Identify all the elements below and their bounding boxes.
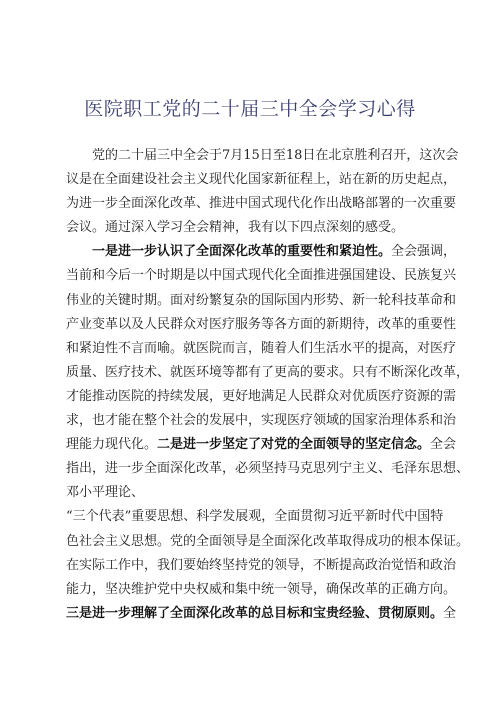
body-text: 求，也才能在整个社会的发展中，实现医疗领域的国家治理体系和治 — [66, 413, 457, 429]
text-line — [66, 337, 457, 361]
bold-heading-text: 一是进一步认识了全面深化改革的重要性和紧迫性。 — [92, 244, 392, 260]
body-text: 理能力现代化。 — [66, 437, 158, 453]
body-text: 能力，坚决维护党中央权威和集中统一领导，确保改革的正确方向。 — [66, 581, 457, 597]
text-line — [66, 264, 457, 288]
document-body — [66, 144, 470, 626]
text-line — [66, 168, 457, 192]
body-text: 全 — [443, 605, 457, 621]
body-text: 党的二十届三中全会于7月15日至18日在北京胜利召开，这次会 — [92, 148, 459, 163]
body-text: 产业变革以及人民群众对医疗服务等各方面的新期待，改革的重要性 — [66, 316, 457, 332]
body-text: 在实际工作中，我们要始终坚持党的领导，不断提高政治觉悟和政治 — [66, 557, 457, 573]
text-line — [66, 602, 457, 626]
body-text: 为进一步全面深化改革、推进中国式现代化作出战略部署的一次重要 — [66, 196, 457, 212]
body-text: 色社会主义思想。党的全面领导是全面深化改革取得成功的根本保证。 — [66, 533, 470, 549]
body-text: “三个代表”重要思想、科学发展观，全面贯彻习近平新时代中国特 — [66, 509, 444, 525]
body-text: 议是在全面建设社会主义现代化国家新征程上，站在新的历史起点， — [66, 172, 457, 188]
text-line — [66, 481, 436, 505]
text-line — [66, 433, 457, 457]
text-line — [66, 313, 457, 337]
body-text: 邓小平理论、 — [66, 485, 145, 501]
body-text: 全会 — [430, 437, 457, 453]
body-text: 指出，进一步全面深化改革，必须坚持马克思列宁主义、毛泽东思想、 — [66, 461, 470, 477]
text-line — [66, 530, 470, 554]
text-line — [66, 192, 457, 216]
body-text: 全会强调， — [391, 244, 457, 260]
text-line — [66, 578, 457, 602]
bold-heading-text: 三是进一步理解了全面深化改革的总目标和宝贵经验、贯彻原则。 — [66, 605, 444, 621]
body-text: 伟业的关键时期。面对纷繁复杂的国际国内形势、新一轮科技革命和 — [66, 292, 457, 308]
text-line — [66, 361, 470, 385]
text-line — [66, 289, 457, 313]
body-text: 会议。通过深入学习全会精神，我有以下四点深刻的感受。 — [66, 220, 405, 236]
text-line — [66, 505, 444, 529]
text-line — [66, 554, 457, 578]
body-text: 才能推动医院的持续发展，更好地满足人民群众对优质医疗资源的需 — [66, 388, 457, 404]
text-line — [66, 385, 457, 409]
text-line — [66, 240, 457, 264]
body-text: 当前和今后一个时期是以中国式现代化全面推进强国建设、民族复兴 — [66, 268, 457, 284]
text-line — [66, 457, 470, 481]
text-line — [66, 144, 459, 168]
body-text: 和紧迫性不言而喻。就医院而言，随着人们生活水平的提高，对医疗 — [66, 340, 457, 356]
document-title: 医院职工党的二十届三中全会学习心得 — [84, 98, 416, 120]
text-line — [66, 409, 457, 433]
body-text: 质量、医疗技术、就医环境等都有了更高的要求。只有不断深化改革， — [66, 364, 470, 380]
bold-heading-text: 二是进一步坚定了对党的全面领导的坚定信念。 — [157, 437, 431, 453]
text-line — [66, 216, 436, 240]
